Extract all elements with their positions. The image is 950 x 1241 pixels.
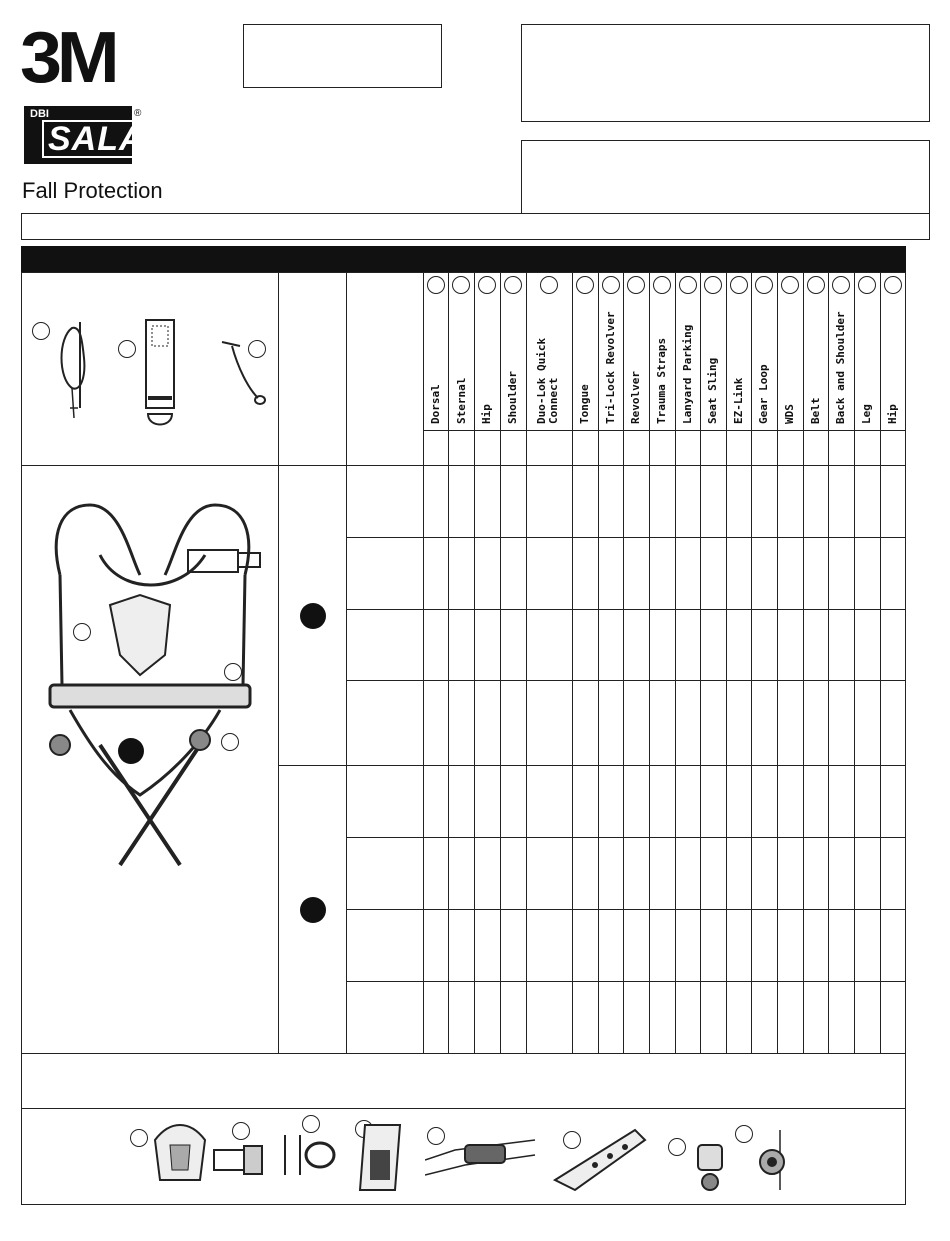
col-circle-backshoulder xyxy=(832,276,850,294)
3m-logo: 3M xyxy=(20,18,115,98)
col-label-trilock: Tri-Lock Revolver xyxy=(604,311,617,424)
harness-marker-dot xyxy=(118,738,144,764)
fall-protection-tagline: Fall Protection xyxy=(22,178,163,203)
sala-text: SALA xyxy=(42,120,151,158)
harness-illustration xyxy=(40,495,265,875)
col-circle-sternal xyxy=(452,276,470,294)
carabiner-illustration xyxy=(50,318,100,438)
callout-circle xyxy=(32,322,50,340)
buckle-icon xyxy=(212,1140,267,1180)
col-circle-trauma xyxy=(653,276,671,294)
group-2-marker xyxy=(300,897,326,923)
info-box-bottom xyxy=(521,140,930,214)
col-circle-trilock xyxy=(602,276,620,294)
group-1-marker xyxy=(300,603,326,629)
col-label-duolok: Duo-Lok Quick Connect xyxy=(535,337,560,424)
section-header-bar xyxy=(21,246,906,272)
callout-circle xyxy=(668,1138,686,1156)
col-label-shoulder: Shoulder xyxy=(506,371,519,424)
col-circle-duolok xyxy=(540,276,558,294)
col-label-belt: Belt xyxy=(809,397,822,424)
col-label-dorsal: Dorsal xyxy=(429,384,442,424)
col-circle-shoulder xyxy=(504,276,522,294)
col-label-revolver: Revolver xyxy=(629,371,642,424)
col-circle-leg xyxy=(858,276,876,294)
back-pad-icon xyxy=(150,1120,210,1190)
dbi-sala-logo xyxy=(24,106,145,164)
dbi-text: DBI xyxy=(30,108,49,120)
callout-circle xyxy=(224,663,242,681)
d-ring-icon xyxy=(280,1130,340,1180)
col-label-wds: WDS xyxy=(783,404,796,424)
col-label-hip: Hip xyxy=(480,404,493,424)
col-circle-hip2 xyxy=(884,276,902,294)
shoulder-pad-icon xyxy=(355,1120,405,1195)
col-label-hip2: Hip xyxy=(886,404,899,424)
col-circle-seatsling xyxy=(704,276,722,294)
col-circle-belt xyxy=(807,276,825,294)
strap-extender-illustration xyxy=(140,318,180,438)
col-circle-wds xyxy=(781,276,799,294)
callout-circle xyxy=(221,733,239,751)
tongue-strap-icon xyxy=(545,1120,660,1195)
col-label-seatsling: Seat Sling xyxy=(706,357,719,424)
col-label-leg: Leg xyxy=(860,404,873,424)
title-strip xyxy=(21,213,930,240)
col-circle-revolver xyxy=(627,276,645,294)
col-circle-lanyard xyxy=(679,276,697,294)
callout-circle xyxy=(130,1129,148,1147)
trilock-revolver-icon xyxy=(750,1130,800,1190)
callout-circle xyxy=(232,1122,250,1140)
col-label-lanyard: Lanyard Parking xyxy=(681,324,694,424)
col-label-backshoulder: Back and Shoulder xyxy=(834,311,847,424)
col-circle-ezlink xyxy=(730,276,748,294)
col-label-trauma: Trauma Straps xyxy=(655,337,668,424)
col-circle-dorsal xyxy=(427,276,445,294)
revolver-buckle-icon xyxy=(690,1140,730,1200)
lanyard-keeper-illustration xyxy=(218,338,268,408)
col-circle-hip xyxy=(478,276,496,294)
model-box xyxy=(243,24,442,88)
col-circle-gearloop xyxy=(755,276,773,294)
col-circle-tongue xyxy=(576,276,594,294)
callout-circle xyxy=(73,623,91,641)
info-box-top xyxy=(521,24,930,122)
col-label-ezlink: EZ-Link xyxy=(732,377,745,424)
col-label-sternal: Sternal xyxy=(455,377,468,424)
col-label-tongue: Tongue xyxy=(578,384,591,424)
callout-circle xyxy=(118,340,136,358)
col-label-gearloop: Gear Loop xyxy=(757,364,770,424)
tongue-buckle-icon xyxy=(425,1130,540,1180)
registered-mark: ® xyxy=(134,108,142,119)
